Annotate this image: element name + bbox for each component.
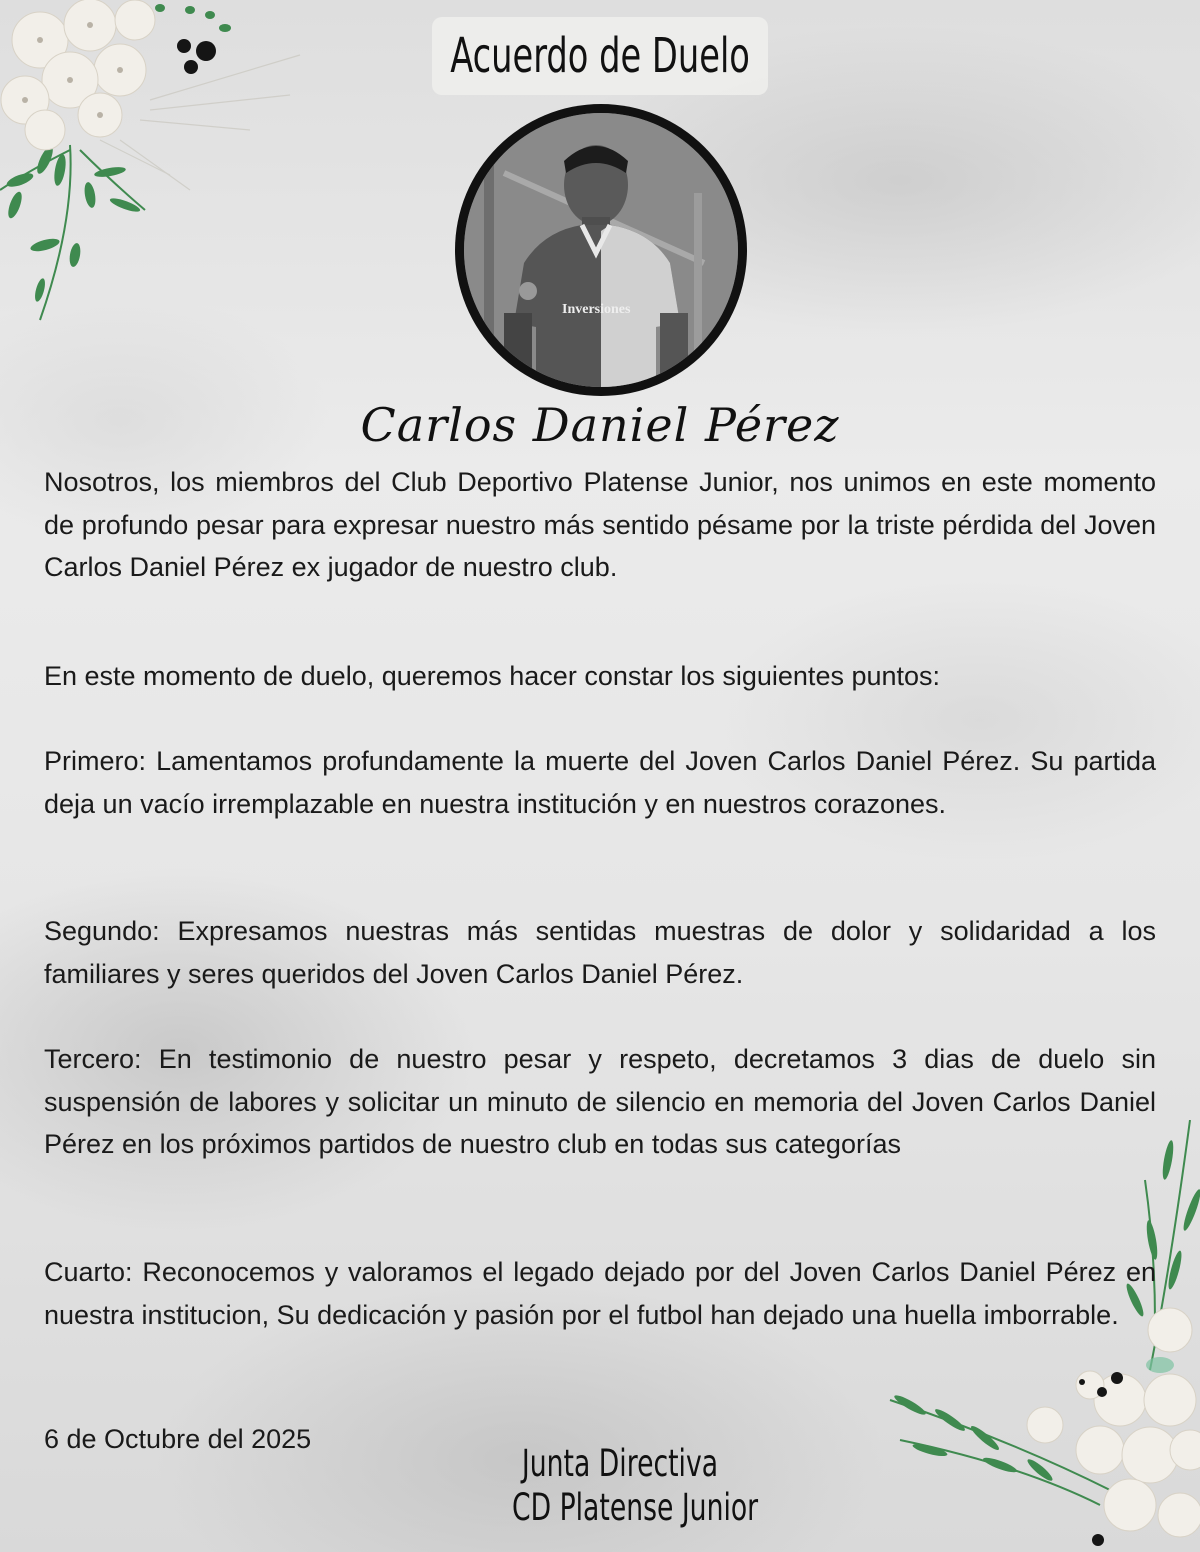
portrait-frame	[455, 104, 747, 396]
title-banner	[432, 17, 768, 95]
floral-decoration-top-left-icon	[0, 0, 320, 330]
points-intro-paragraph: En este momento de duelo, queremos hacer constar los siguientes puntos:	[44, 661, 941, 691]
document-date: 6 de Octubre del 2025	[44, 1424, 312, 1454]
document-title: Acuerdo de Duelo	[450, 28, 750, 84]
floral-decoration-bottom-right-icon	[870, 1120, 1200, 1552]
intro-paragraph: Nosotros, los miembros del Club Deportivo Platense Junior, nos unimos en este momento de profundo pesar para expresar nuestro más sentido pésame por la triste pérdida del Joven Carlos Daniel Pérez ex jugador de nuestro club.	[44, 467, 1156, 582]
signature-club: CD Platense Junior	[512, 1486, 759, 1529]
point-segundo: Segundo: Expresamos nuestras más sentidas muestras de dolor y solidaridad a los familiares y seres queridos del Joven Carlos Daniel Pérez.	[44, 916, 1156, 989]
signature-board: Junta Directiva	[521, 1442, 719, 1485]
player-silhouette-icon	[464, 113, 738, 387]
svg-text:Inversiones: Inversiones	[562, 302, 631, 317]
point-cuarto: Cuarto: Reconocemos y valoramos el legado dejado por del Joven Carlos Daniel Pérez en nuestra institucion, Su dedicación y pasión por el futbol han dejado una huella imborrable.	[44, 1257, 1156, 1330]
point-tercero: Tercero: En testimonio de nuestro pesar y respeto, decretamos 3 dias de duelo sin suspensión de labores y solicitar un minuto de silencio en memoria del Joven Carlos Daniel Pérez en los próximos partidos de nuestro club en todas sus categorías	[44, 1044, 1156, 1159]
portrait-photo	[464, 113, 738, 387]
signature-block	[470, 1442, 770, 1530]
point-primero: Primero: Lamentamos profundamente la muerte del Joven Carlos Daniel Pérez. Su partida deja un vacío irremplazable en nuestra institución y en nuestros corazones.	[44, 746, 1156, 819]
deceased-name: Carlos Daniel Pérez	[360, 398, 840, 452]
